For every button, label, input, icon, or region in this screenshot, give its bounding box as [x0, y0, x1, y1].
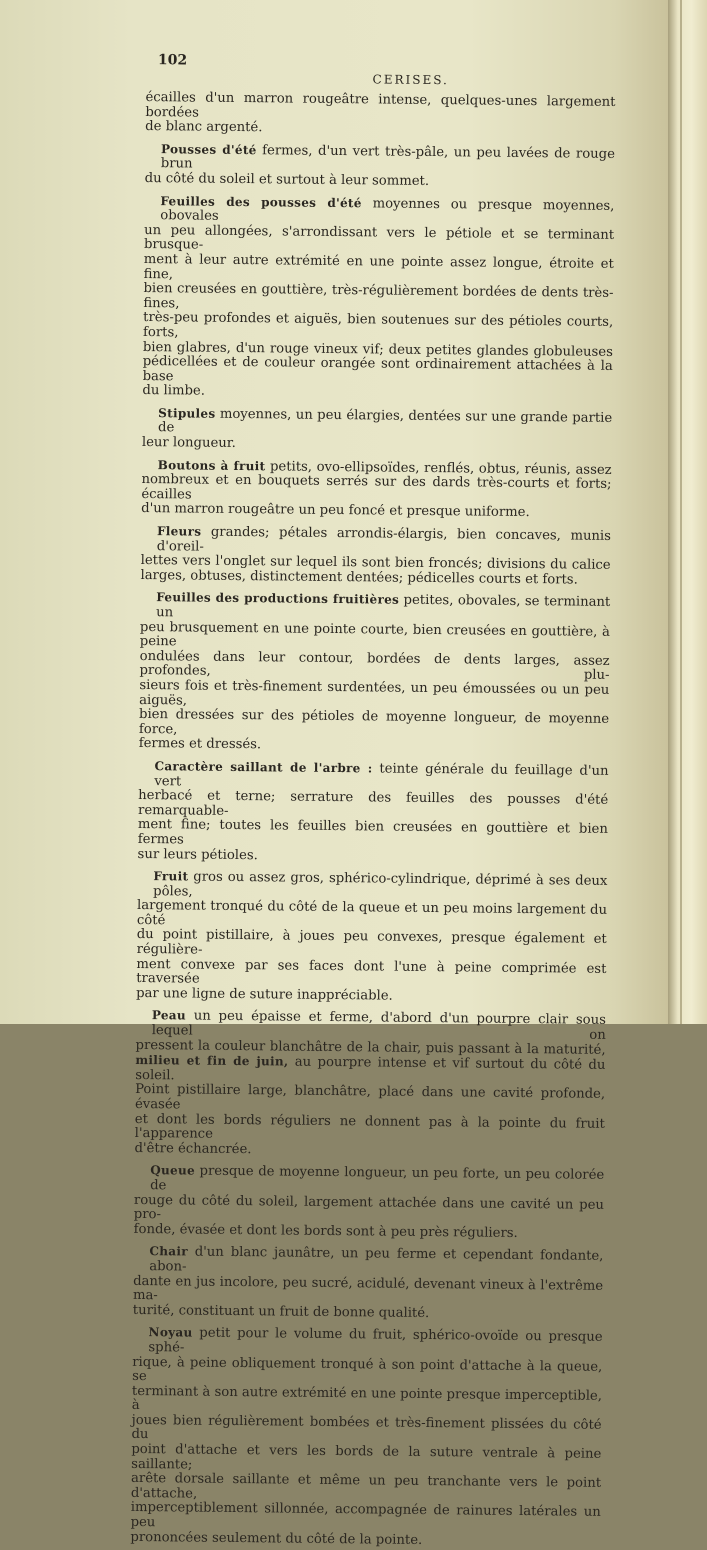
bold-term: Pousses d'été [160, 141, 257, 157]
line-text: gros ou assez gros, sphérico-cylindrique, déprimé à ses deux pôles, [153, 869, 612, 900]
bold-term: Stipules [158, 406, 216, 421]
paragraph [136, 869, 612, 1006]
line-text: teinte générale du feuillage d'un vert [154, 761, 613, 789]
page-text [130, 52, 620, 1550]
line-text: ondulées dans leur contour, bordées de dents larges, assez profondes, plu- [139, 648, 614, 684]
paragraph [130, 1325, 607, 1550]
line-text: pressent la couleur blanchâtre de la chair, puis passant à la maturité, [135, 1037, 606, 1058]
bold-term: Peau [151, 1008, 187, 1023]
bold-term: Caractère saillant de l'arbre : [154, 759, 373, 776]
line-text: Point pistillaire large, blanchâtre, placé dans une cavité profonde, évasée [134, 1082, 610, 1113]
line-text: sieurs fois et très-finement surdentées, un peu émoussées ou un peu aiguës, [139, 677, 614, 709]
bold-term: Fruit [153, 869, 189, 884]
line-text: arête dorsale saillante et même un peu tranchante vers le point d'attache, [130, 1471, 606, 1502]
line-text: par une ligne de suture inappréciable. [136, 985, 393, 1004]
line-text: du point pistillaire, à joues peu convexes, presque également et régulière- [136, 927, 612, 958]
line-text: peu brusquement en une pointe courte, bien creusées en gouttière, à peine [139, 619, 615, 650]
line-text: moyennes, un peu élargies, dentées sur une grande partie de [157, 406, 617, 436]
line-text: fonde, évasée et dont les bords sont à peu près réguliers. [133, 1221, 518, 1241]
bold-term: milieu et fin de juin, [135, 1053, 289, 1069]
paragraph [141, 457, 616, 522]
page-divider [680, 0, 682, 1024]
line-text: turité, constituant un fruit de bonne qualité. [132, 1302, 430, 1321]
line-text: prononcées seulement du côté de la pointe. [130, 1529, 423, 1548]
running-title: CERISES. [372, 72, 449, 88]
paragraph [142, 193, 619, 404]
line-text: rouge du côté du soleil, largement attachée dans une cavité un peu pro- [133, 1192, 609, 1223]
bold-term: Fleurs [156, 524, 202, 539]
paragraph [144, 141, 620, 192]
line-text: moyennes ou presque moyennes, obovales [160, 195, 619, 224]
line-text: fermes et dressés. [138, 736, 262, 753]
line-text: très-peu profondes et aiguës, bien soutenues sur des pétioles courts, forts, [142, 310, 618, 341]
line-text: ment fine; toutes les feuilles bien creusées en gouttière et bien fermes [137, 817, 613, 848]
bold-term: Feuilles des productions fruitières [156, 590, 400, 608]
bold-term: Chair [149, 1244, 188, 1259]
line-text: rique, à peine obliquement tronqué à son point d'attache à la queue, se [132, 1354, 607, 1385]
paragraph [133, 1163, 609, 1242]
line-text: d'un blanc jaunâtre, un peu ferme et cependant fondante, abon- [149, 1244, 608, 1275]
page-body [130, 89, 620, 1550]
line-text: point d'attache et vers les bords de la suture ventrale à peine saillante; [131, 1441, 606, 1473]
line-text: un peu épaisse et ferme, d'abord d'un pourpre clair sous lequel on [151, 1008, 611, 1043]
bold-term: Feuilles des pousses d'été [160, 193, 362, 210]
text-line [140, 569, 610, 589]
paragraph [132, 1244, 608, 1323]
line-text: largement tronqué du côté de la queue et un peu moins largement du côté [136, 898, 612, 929]
line-text: terminant à son autre extrémité en une pointe presque imperceptible, à [131, 1383, 607, 1414]
paragraph [134, 1008, 611, 1161]
line-text: lettes vers l'onglet sur lequel ils sont bien froncés; divisions du calice [140, 553, 611, 574]
line-text: joues bien régulièrement bombées et très-finement plissées du côté du [131, 1412, 606, 1443]
line-text: bien dressées sur des pétioles de moyenne longueur, de moyenne force, [138, 707, 614, 738]
line-text: petit pour le volume du fruit, sphérico-ovoïde ou presque sphé- [148, 1325, 607, 1356]
line-text: imperceptiblement sillonnée, accompagnée de rainures latérales un peu [130, 1500, 606, 1531]
bold-term: Noyau [148, 1325, 193, 1340]
line-text: larges, obtuses, distinctement dentées; pédicelles courts et forts. [140, 567, 578, 588]
bold-term: Boutons à fruit [157, 457, 266, 473]
line-text: sur leurs pétioles. [137, 846, 258, 863]
line-text: de blanc argenté. [145, 119, 263, 136]
line-text: grandes; pétales arrondis-élargis, bien concaves, munis d'oreil- [156, 524, 616, 555]
line-text: presque de moyenne longueur, un peu forte, un peu colorée de [150, 1163, 609, 1194]
paragraph [141, 406, 617, 456]
line-text: et dont les bords réguliers ne donnent pas à la pointe du fruit l'apparence [134, 1111, 610, 1142]
line-text: petites, obovales, se terminant un [156, 593, 615, 621]
line-text: du côté du soleil et surtout à leur sommet. [144, 170, 430, 189]
page-number: 102 [157, 52, 188, 69]
paragraph [137, 759, 613, 867]
line-text: ment convexe par ses faces dont l'une à peine comprimée est traversée [136, 956, 611, 987]
paragraph [140, 524, 616, 588]
line-text: dante en jus incolore, peu sucré, acidulé, devenant vineux à l'extrême ma- [132, 1273, 608, 1304]
line-text: petits, ovo-ellipsoïdes, renflés, obtus, réunis, assez [265, 458, 612, 478]
line-text: bien creusées en gouttière, très-régulièrement bordées de dents très-fines, [143, 281, 614, 312]
line-text: fermes, d'un vert très-pâle, un peu lavées de rouge brun [160, 142, 620, 172]
line-text: au pourpre intense et vif surtout du côté du soleil. [135, 1054, 610, 1084]
line-text: d'être échancrée. [134, 1140, 252, 1157]
page-stack-edge [668, 0, 707, 1024]
bold-term: Queue [150, 1163, 196, 1178]
line-text: bien glabres, d'un rouge vineux vif; deux petites glandes globuleuses [142, 339, 613, 360]
line-text: du limbe. [142, 383, 206, 399]
paragraph [138, 590, 615, 756]
line-text: pédicellées et de couleur orangée sont ordinairement attachées à la base [142, 354, 618, 384]
line-text: herbacé et terne; serrature des feuilles des pousses d'été remarquable- [137, 788, 613, 819]
line-text: nombreux et en bouquets serrés sur des dards très-courts et forts; écailles [141, 472, 616, 503]
line-text: écailles d'un marron rougeâtre intense, quelques-unes largement bordées [145, 89, 620, 121]
line-text: un peu allongées, s'arrondissant vers le pétiole et se terminant brusque- [143, 222, 619, 253]
line-text: d'un marron rougeâtre un peu foncé et presque uniforme. [141, 501, 530, 521]
paragraph [145, 89, 620, 140]
line-text: leur longueur. [141, 435, 236, 452]
line-text: ment à leur autre extrémité en une pointe assez longue, étroite et fine, [143, 251, 619, 282]
